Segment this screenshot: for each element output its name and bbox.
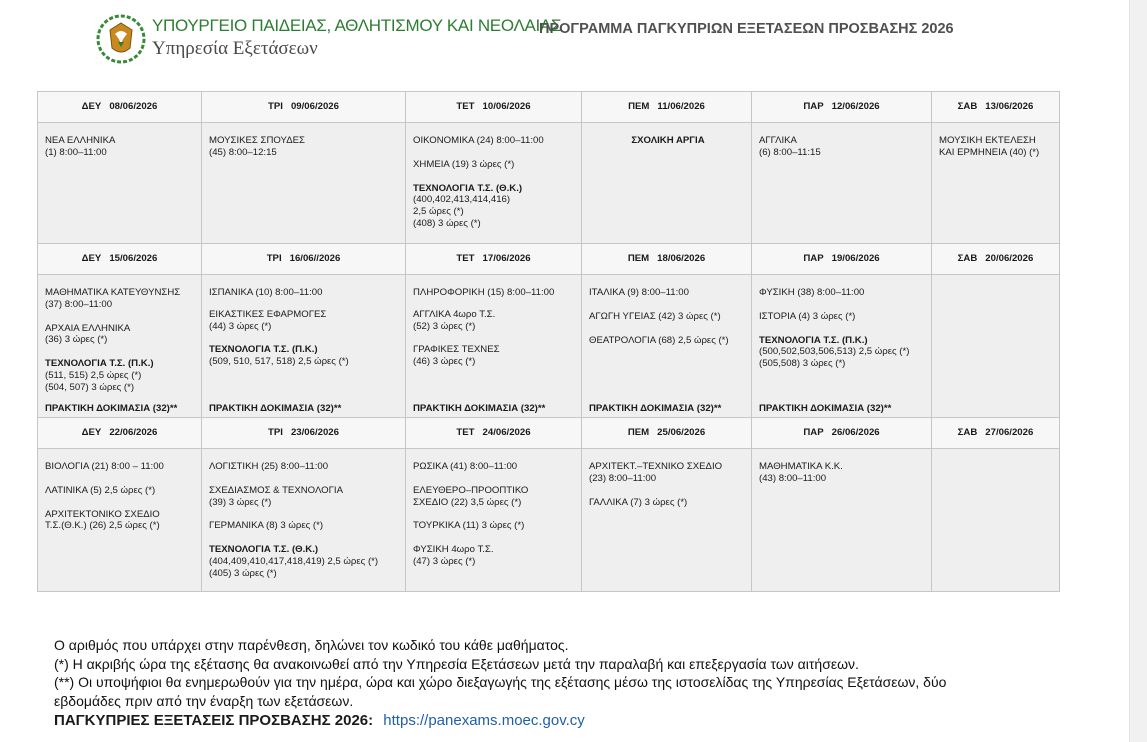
exam-schedule-table	[37, 91, 1060, 592]
week-header-row	[38, 418, 1060, 449]
day-header: ΤΕΤ 17/06/2026	[406, 244, 582, 275]
exam-subject: ΙΤΑΛΙΚΑ (9) 8:00–11:00	[589, 287, 689, 298]
exam-entry	[209, 309, 401, 333]
day-header: ΔΕΥ 08/06/2026	[38, 92, 202, 123]
exam-details: (509, 510, 517, 518) 2,5 ώρες (*)	[209, 356, 349, 368]
week-body-row	[38, 275, 1060, 418]
exam-details: (511, 515) 2,5 ώρες (*) (504, 507) 3 ώρες (*)	[45, 369, 142, 393]
exam-entry	[413, 520, 577, 532]
exam-subject: ΓΕΡΜΑΝΙΚΑ (8) 3 ώρες (*)	[209, 520, 324, 532]
exam-entry	[589, 135, 747, 147]
day-header: ΣΑΒ 27/06/2026	[932, 418, 1060, 449]
exam-subject: ΦΥΣΙΚΗ (38) 8:00–11:00	[759, 287, 865, 298]
exam-entry	[413, 544, 577, 568]
note-practical: (**) Οι υποψήφιοι θα ενημερωθούν για την ημέρα, ώρα και χώρο διεξαγωγής της εξέτασης μέσω της ιστοσελίδας της Υπηρεσίας Εξετάσεων, δύο εβδομάδες πριν από την έναρξη των εξετάσεων.	[54, 674, 947, 709]
day-cell	[38, 123, 202, 244]
cyprus-emblem-logo	[96, 14, 146, 64]
day-header: ΠΕΜ 25/06/2026	[582, 418, 752, 449]
note-time: (*) Η ακριβής ώρα της εξέτασης θα ανακοινωθεί από την Υπηρεσία Εξετάσεων μετά την παραλαβή και επεξεργασία των αιτήσεων.	[54, 655, 859, 672]
day-cell	[582, 275, 752, 418]
exam-subject-title: ΤΕΧΝΟΛΟΓΙΑ Τ.Σ. (Θ.Κ.)	[209, 544, 319, 556]
exam-details: (404,409,410,417,418,419) 2,5 ώρες (*) (405) 3 ώρες (*)	[209, 555, 379, 579]
day-cell	[406, 123, 582, 244]
exam-entry	[759, 461, 927, 485]
day-cell	[38, 449, 202, 592]
day-cell	[932, 275, 1060, 418]
exam-subject: ΓΡΑΦΙΚΕΣ ΤΕΧΝΕΣ (46) 3 ώρες (*)	[413, 344, 500, 368]
exam-entry	[759, 311, 927, 323]
exam-subject: ΜΑΘΗΜΑΤΙΚΑ Κ.Κ. (43) 8:00–11:00	[759, 461, 843, 484]
day-header: ΤΡΙ 23/06/2026	[202, 418, 406, 449]
exam-entry	[209, 344, 401, 368]
exam-subject-title: ΤΕΧΝΟΛΟΓΙΑ Τ.Σ. (Π.Κ.)	[209, 344, 318, 356]
exam-subject: ΒΙΟΛΟΓΙΑ (21) 8:00 – 11:00	[45, 461, 164, 472]
exam-subject: ΕΛΕΥΘΕΡΟ–ΠΡΟΟΠΤΙΚΟ ΣΧΕΔΙΟ (22) 3,5 ώρες (*)	[413, 484, 529, 508]
exam-subject-title: ΤΕΧΝΟΛΟΓΙΑ Τ.Σ. (Θ.Κ.)	[413, 182, 523, 194]
exam-details: (500,502,503,506,513) 2,5 ώρες (*) (505,508) 3 ώρες (*)	[759, 346, 910, 370]
day-header: ΠΑΡ 26/06/2026	[752, 418, 932, 449]
day-header: ΤΕΤ 24/06/2026	[406, 418, 582, 449]
day-header: ΣΑΒ 20/06/2026	[932, 244, 1060, 275]
exam-subject: ΑΡΧΙΤΕΚΤΟΝΙΚΟ ΣΧΕΔΙΟ Τ.Σ.(Θ.Κ.) (26) 2,5 ώρες (*)	[45, 508, 160, 532]
day-header: ΔΕΥ 22/06/2026	[38, 418, 202, 449]
exam-entry	[413, 485, 577, 509]
day-cell	[752, 275, 932, 418]
day-header: ΔΕΥ 15/06/2026	[38, 244, 202, 275]
exam-entry	[589, 461, 747, 485]
day-header: ΠΕΜ 11/06/2026	[582, 92, 752, 123]
exam-entry	[209, 544, 401, 579]
exam-subject: ΡΩΣΙΚΑ (41) 8:00–11:00	[413, 461, 518, 472]
day-cell	[752, 123, 932, 244]
day-cell	[202, 449, 406, 592]
day-cell	[406, 275, 582, 418]
service-name: Υπηρεσία Εξετάσεων	[152, 38, 318, 59]
week-header-row	[38, 244, 1060, 275]
exam-entry	[413, 309, 577, 333]
exam-entry	[45, 509, 197, 533]
scrollbar[interactable]	[1129, 0, 1147, 742]
week-body-row	[38, 123, 1060, 244]
day-header: ΤΕΤ 10/06/2026	[406, 92, 582, 123]
exam-subject: ΜΟΥΣΙΚΕΣ ΣΠΟΥΔΕΣ (45) 8:00–12:15	[209, 135, 305, 158]
exam-entry	[759, 335, 927, 370]
footer	[54, 712, 585, 729]
exam-subject: ΧΗΜΕΙΑ (19) 3 ώρες (*)	[413, 158, 515, 170]
exam-subject: ΕΙΚΑΣΤΙΚΕΣ ΕΦΑΡΜΟΓΕΣ (44) 3 ώρες (*)	[209, 308, 327, 332]
practical-exam-note: ΠΡΑΚΤΙΚΗ ΔΟΚΙΜΑΣΙΑ (32)**	[413, 403, 546, 415]
exam-subject: ΟΙΚΟΝΟΜΙΚΑ (24) 8:00–11:00	[413, 135, 544, 146]
exam-subject: ΙΣΠΑΝΙΚΑ (10) 8:00–11:00	[209, 287, 323, 298]
day-header: ΤΡΙ 09/06/2026	[202, 92, 406, 123]
exam-entry	[413, 159, 577, 171]
ministry-name: ΥΠΟΥΡΓΕΙΟ ΠΑΙΔΕΙΑΣ, ΑΘΛΗΤΙΣΜΟΥ ΚΑΙ ΝΕΟΛΑΙΑΣ	[152, 16, 562, 35]
exam-entry	[759, 135, 927, 159]
exam-subject: ΛΑΤΙΝΙΚΑ (5) 2,5 ώρες (*)	[45, 484, 156, 496]
day-cell	[202, 275, 406, 418]
exam-entry	[209, 135, 401, 159]
exam-entry	[209, 485, 401, 509]
week-body-row	[38, 449, 1060, 592]
exam-details: (400,402,413,414,416) 2,5 ώρες (*) (408) 3 ώρες (*)	[413, 194, 511, 229]
week-header-row	[38, 92, 1060, 123]
exam-subject: ΑΡΧΙΤΕΚΤ.–ΤΕΧΝΙΚΟ ΣΧΕΔΙΟ (23) 8:00–11:00	[589, 461, 723, 484]
exam-entry	[589, 497, 747, 509]
day-cell	[202, 123, 406, 244]
note-code: Ο αριθμός που υπάρχει στην παρένθεση, δηλώνει τον κωδικό του κάθε μαθήματος.	[54, 637, 569, 653]
exam-entry	[45, 287, 197, 311]
exam-subject: ΑΓΓΛΙΚΑ (6) 8:00–11:15	[759, 135, 821, 158]
exam-subject: ΣΧΕΔΙΑΣΜΟΣ & ΤΕΧΝΟΛΟΓΙΑ (39) 3 ώρες (*)	[209, 484, 343, 508]
exam-subject: ΦΥΣΙΚΗ 4ωρο Τ.Σ. (47) 3 ώρες (*)	[413, 544, 494, 567]
exam-entry	[209, 520, 401, 532]
practical-exam-note: ΠΡΑΚΤΙΚΗ ΔΟΚΙΜΑΣΙΑ (32)**	[209, 403, 342, 415]
day-header: ΠΑΡ 12/06/2026	[752, 92, 932, 123]
exam-entry	[759, 287, 927, 299]
day-cell	[582, 449, 752, 592]
day-header: ΣΑΒ 13/06/2026	[932, 92, 1060, 123]
exam-subject: ΜΑΘΗΜΑΤΙΚΑ ΚΑΤΕΥΘΥΝΣΗΣ (37) 8:00–11:00	[45, 287, 181, 310]
exam-subject: ΠΛΗΡΟΦΟΡΙΚΗ (15) 8:00–11:00	[413, 287, 555, 298]
exam-entry	[45, 135, 197, 159]
exam-entry	[413, 344, 577, 368]
exam-subject: ΝΕΑ ΕΛΛΗΝΙΚΑ (1) 8:00–11:00	[45, 135, 116, 158]
exam-subject: ΤΟΥΡΚΙΚΑ (11) 3 ώρες (*)	[413, 520, 525, 532]
exam-entry	[589, 311, 747, 323]
exam-subject: ΑΓΩΓΗ ΥΓΕΙΑΣ (42) 3 ώρες (*)	[589, 310, 721, 322]
exam-subject: ΛΟΓΙΣΤΙΚΗ (25) 8:00–11:00	[209, 461, 329, 472]
day-header: ΠΑΡ 19/06/2026	[752, 244, 932, 275]
day-cell	[38, 275, 202, 418]
exam-entry	[209, 287, 401, 299]
practical-exam-note: ΠΡΑΚΤΙΚΗ ΔΟΚΙΜΑΣΙΑ (32)**	[45, 403, 178, 415]
exam-entry	[45, 323, 197, 347]
exam-entry	[589, 335, 747, 347]
exam-entry	[413, 287, 577, 299]
exam-entry	[45, 358, 197, 393]
day-cell	[932, 449, 1060, 592]
exam-subject: ΣΧΟΛΙΚΗ ΑΡΓΙΑ	[631, 135, 705, 146]
exam-entry	[45, 485, 197, 497]
exam-subject: ΑΓΓΛΙΚΑ 4ωρο Τ.Σ. (52) 3 ώρες (*)	[413, 308, 496, 332]
exam-entry	[589, 287, 747, 299]
day-header: ΤΡΙ 16/06//2026	[202, 244, 406, 275]
exam-entry	[209, 461, 401, 473]
exam-subject-title: ΤΕΧΝΟΛΟΓΙΑ Τ.Σ. (Π.Κ.)	[45, 358, 154, 370]
exam-entry	[45, 461, 197, 473]
day-cell	[932, 123, 1060, 244]
practical-exam-note: ΠΡΑΚΤΙΚΗ ΔΟΚΙΜΑΣΙΑ (32)**	[589, 403, 722, 415]
notes	[54, 636, 954, 710]
page-title: ΠΡΟΓΡΑΜΜΑ ΠΑΓΚΥΠΡΙΩΝ ΕΞΕΤΑΣΕΩΝ ΠΡΟΣΒΑΣΗΣ 2026	[539, 21, 954, 37]
exam-subject-title: ΤΕΧΝΟΛΟΓΙΑ Τ.Σ. (Π.Κ.)	[759, 334, 868, 346]
exam-subject: ΙΣΤΟΡΙΑ (4) 3 ώρες (*)	[759, 310, 856, 322]
day-header: ΠΕΜ 18/06/2026	[582, 244, 752, 275]
panexams-link[interactable]: https://panexams.moec.gov.cy	[383, 712, 585, 729]
footer-label: ΠΑΓΚΥΠΡΙΕΣ ΕΞΕΤΑΣΕΙΣ ΠΡΟΣΒΑΣΗΣ 2026:	[54, 712, 374, 729]
exam-entry	[413, 135, 577, 147]
exam-entry	[413, 183, 577, 230]
exam-subject: ΓΑΛΛΙΚΑ (7) 3 ώρες (*)	[589, 496, 688, 508]
practical-exam-note: ΠΡΑΚΤΙΚΗ ΔΟΚΙΜΑΣΙΑ (32)**	[759, 403, 892, 415]
exam-subject: ΘΕΑΤΡΟΛΟΓΙΑ (68) 2,5 ώρες (*)	[589, 334, 729, 346]
exam-entry	[939, 135, 1055, 159]
exam-entry	[413, 461, 577, 473]
day-cell	[582, 123, 752, 244]
day-cell	[406, 449, 582, 592]
exam-subject: ΑΡΧΑΙΑ ΕΛΛΗΝΙΚΑ (36) 3 ώρες (*)	[45, 322, 131, 346]
exam-subject: ΜΟΥΣΙΚΗ ΕΚΤΕΛΕΣΗ ΚΑΙ ΕΡΜΗΝΕΙΑ (40) (*)	[939, 135, 1040, 158]
day-cell	[752, 449, 932, 592]
